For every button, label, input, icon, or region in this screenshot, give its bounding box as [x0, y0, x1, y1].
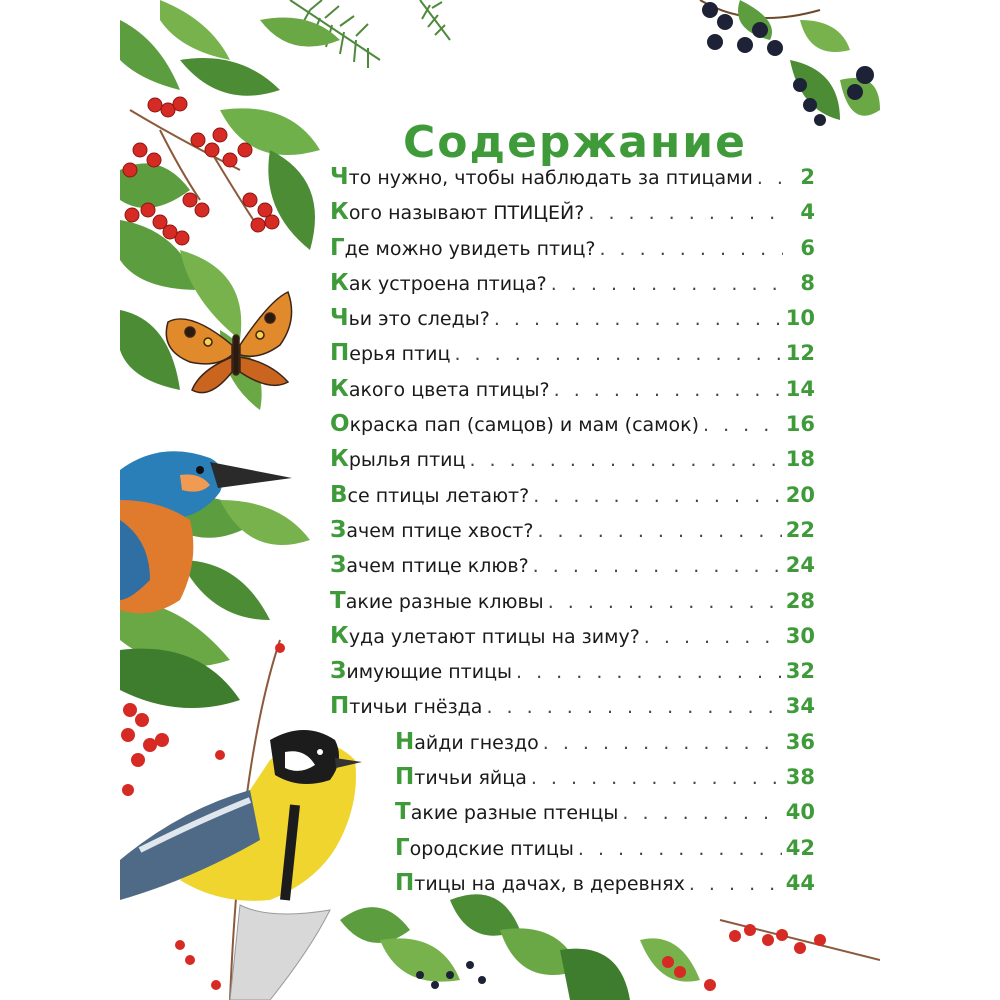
toc-entry-title: се птицы летают?	[347, 484, 530, 507]
toc-page-number: 44	[785, 870, 815, 895]
toc-entry[interactable]	[330, 584, 815, 619]
toc-entry-initial: З	[330, 516, 347, 543]
toc-entry[interactable]	[330, 654, 815, 689]
toc-entry[interactable]	[330, 442, 815, 477]
toc-entry[interactable]	[330, 619, 815, 654]
toc-entry-title: де можно увидеть птиц?	[344, 237, 596, 260]
toc-entry[interactable]	[330, 795, 815, 830]
toc-entry-initial: П	[395, 764, 415, 791]
toc-page-number: 6	[800, 235, 815, 260]
toc-entry-initial: Г	[395, 834, 410, 861]
toc-entry-title: ородские птицы	[409, 837, 574, 860]
toc-entry-title: тицы на дачах, в деревнях	[414, 872, 685, 895]
toc-entry-title: рылья птиц	[348, 449, 466, 472]
toc-leader-dots	[469, 443, 781, 478]
toc-entry-title: ак устроена птица?	[348, 272, 547, 295]
toc-leader-dots	[578, 832, 782, 867]
toc-entry-initial: З	[330, 658, 347, 685]
toc-entry-initial: П	[395, 869, 415, 896]
toc-entry-initial: К	[330, 199, 349, 226]
toc-entry-title: акие разные клювы	[345, 590, 544, 613]
toc-entry-title: акого цвета птицы?	[348, 378, 550, 401]
toc-page-number: 2	[800, 165, 815, 189]
toc-page-number: 30	[785, 623, 815, 648]
toc-entry-title: ачем птице клюв?	[346, 555, 529, 578]
toc-page-number: 36	[785, 729, 815, 754]
toc-leader-dots	[588, 196, 783, 231]
toc-entry[interactable]	[330, 866, 815, 901]
toc-entry-initial: Ч	[330, 305, 349, 332]
toc-entry-title: тичьи гнёзда	[349, 696, 483, 719]
toc-leader-dots	[454, 337, 781, 372]
toc-entry[interactable]	[330, 689, 815, 724]
toc-entry-initial: В	[330, 481, 348, 508]
toc-entry-initial: Ч	[330, 164, 349, 190]
leaf-cluster-bottom	[340, 894, 880, 1000]
toc-entry-title: ьи это следы?	[348, 308, 490, 331]
toc-entry-initial: О	[330, 411, 350, 438]
toc-leader-dots	[543, 726, 782, 761]
toc-page-number: 32	[785, 659, 815, 684]
toc-entry-title: ачем птице хвост?	[346, 519, 534, 542]
toc-leader-dots	[494, 302, 782, 337]
toc-page-number: 42	[785, 835, 815, 860]
toc-entry-initial: К	[330, 622, 349, 649]
toc-leader-dots	[537, 514, 781, 549]
toc-entry[interactable]	[330, 336, 815, 371]
page-title: Содержание	[403, 117, 747, 169]
toc-entry[interactable]	[330, 195, 815, 230]
great-tit-icon	[120, 730, 362, 1000]
toc-page-number: 14	[785, 376, 815, 401]
toc-leader-dots	[554, 373, 782, 408]
toc-page-number: 28	[785, 588, 815, 613]
toc-leader-dots	[533, 479, 782, 514]
toc-page-number: 10	[785, 306, 815, 331]
toc-entry-initial: П	[330, 340, 350, 367]
toc-page-number: 24	[785, 553, 815, 578]
table-of-contents	[330, 160, 815, 901]
toc-entry[interactable]	[330, 301, 815, 336]
toc-leader-dots	[548, 585, 782, 620]
toc-page-number: 4	[800, 200, 815, 225]
toc-entry-initial: Н	[395, 728, 415, 755]
toc-leader-dots	[622, 796, 781, 831]
toc-entry-title: ого называют ПТИЦЕЙ?	[348, 202, 585, 225]
toc-entry-title: то нужно, чтобы наблюдать за птицами	[348, 167, 753, 189]
toc-leader-dots	[516, 655, 782, 690]
toc-leader-dots	[551, 267, 783, 302]
toc-leader-dots	[531, 761, 782, 796]
toc-entry[interactable]	[330, 548, 815, 583]
toc-leader-dots	[703, 408, 782, 443]
toc-entry-title: айди гнездо	[414, 731, 539, 754]
toc-entry[interactable]	[330, 372, 815, 407]
toc-entry-initial: К	[330, 446, 349, 473]
toc-leader-dots	[533, 549, 782, 584]
toc-entry[interactable]	[330, 478, 815, 513]
toc-entry[interactable]	[330, 725, 815, 760]
toc-entry-initial: Г	[330, 234, 345, 261]
toc-page-number: 34	[785, 694, 815, 719]
toc-entry[interactable]	[330, 407, 815, 442]
toc-entry-title: краска пап (самцов) и мам (самок)	[349, 414, 700, 437]
toc-page-number: 22	[785, 517, 815, 542]
toc-entry[interactable]	[330, 231, 815, 266]
toc-page-number: 40	[785, 800, 815, 825]
toc-entry-initial: К	[330, 269, 349, 296]
toc-page-number: 18	[785, 447, 815, 472]
toc-page-number: 38	[785, 765, 815, 790]
toc-entry-initial: К	[330, 375, 349, 402]
toc-entry[interactable]	[330, 760, 815, 795]
toc-entry-initial: П	[330, 693, 350, 720]
blackberries-icon	[700, 0, 880, 126]
toc-entry[interactable]	[330, 513, 815, 548]
toc-page-number: 16	[785, 412, 815, 437]
toc-entry-title: ерья птиц	[349, 343, 451, 366]
toc-entry-title: акие разные птенцы	[410, 802, 619, 825]
toc-entry[interactable]	[330, 831, 815, 866]
toc-entry-title: тичьи яйца	[414, 767, 527, 790]
toc-entry-initial: Т	[330, 587, 346, 614]
toc-leader-dots	[599, 232, 783, 267]
toc-page-number: 8	[800, 270, 815, 295]
toc-leader-dots	[644, 620, 782, 655]
toc-entry-initial: З	[330, 552, 347, 579]
toc-entry-initial: Т	[395, 799, 411, 826]
toc-entry[interactable]	[330, 266, 815, 301]
toc-page-number: 20	[785, 482, 815, 507]
toc-page-number: 12	[785, 341, 815, 366]
toc-leader-dots	[757, 161, 783, 196]
toc-leader-dots	[486, 690, 781, 725]
toc-entry-title: уда улетают птицы на зиму?	[348, 625, 640, 648]
toc-leader-dots	[689, 867, 782, 902]
toc-entry[interactable]	[330, 160, 815, 195]
toc-entry-title: имующие птицы	[346, 661, 513, 684]
